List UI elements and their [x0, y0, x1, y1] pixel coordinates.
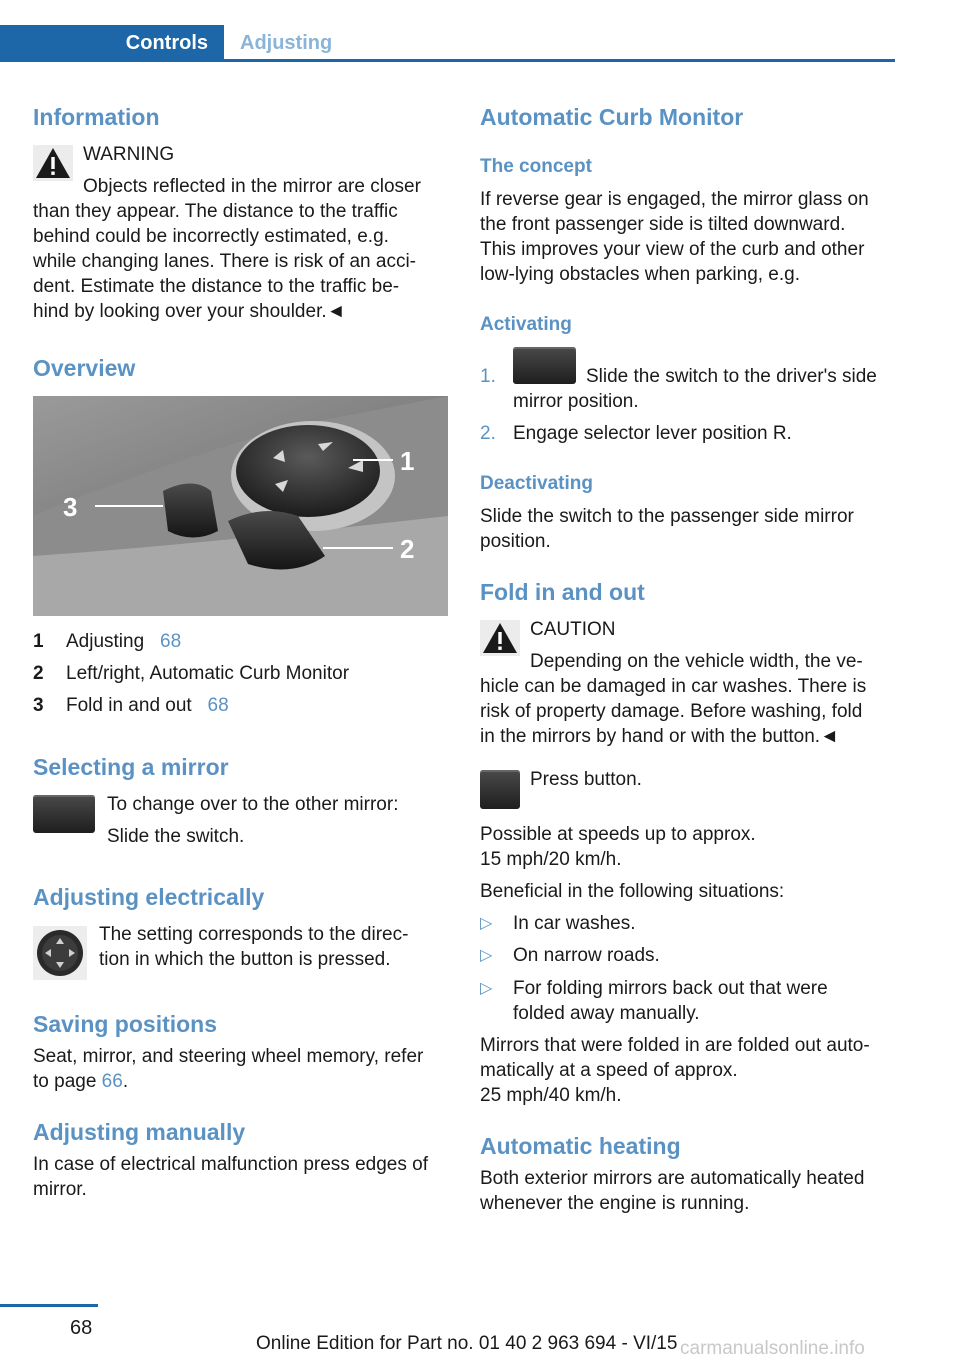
- step-number: 2.: [480, 423, 496, 444]
- adjusting-electrically-heading: Adjusting electrically: [33, 884, 265, 910]
- information-heading: Information: [33, 104, 160, 130]
- deactivating-heading: Deactivating: [480, 473, 593, 494]
- manual-text: In case of electrical malfunction press edges of: [33, 1154, 428, 1175]
- adjusting-text: The setting corresponds to the direc-: [99, 924, 409, 945]
- selecting-text: Slide the switch.: [107, 826, 245, 847]
- legend-number: 2: [33, 663, 44, 684]
- step-text: Engage selector lever position R.: [513, 423, 792, 444]
- heating-text: Both exterior mirrors are automatically heated: [480, 1168, 865, 1189]
- adjusting-text: tion in which the button is pressed.: [99, 949, 391, 970]
- deactivating-text: position.: [480, 531, 551, 552]
- legend-number: 3: [33, 695, 44, 716]
- bullet-text: In car washes.: [513, 913, 636, 934]
- heating-heading: Automatic heating: [480, 1133, 681, 1159]
- bullet-text: For folding mirrors back out that were: [513, 978, 828, 999]
- warning-text-line: hind by looking over your shoulder.◄: [33, 301, 346, 322]
- bullet-text: On narrow roads.: [513, 945, 660, 966]
- saving-text: Seat, mirror, and steering wheel memory, refer: [33, 1046, 424, 1067]
- legend-label: Left/right, Automatic Curb Monitor: [66, 663, 350, 684]
- beneficial-text: Beneficial in the following situations:: [480, 881, 785, 902]
- fold-button-icon: [480, 770, 520, 809]
- fold-heading: Fold in and out: [480, 579, 645, 605]
- legend-number: 1: [33, 631, 44, 652]
- overview-heading: Overview: [33, 355, 136, 381]
- mirror-controls-illustration: [33, 396, 448, 616]
- legend-item: [66, 629, 181, 654]
- legend-label: Adjusting: [66, 631, 145, 652]
- warning-text-line: than they appear. The distance to the traffic: [33, 201, 398, 222]
- fold-out-text: matically at a speed of approx.: [480, 1060, 738, 1081]
- callout-3: 3: [63, 492, 78, 522]
- page-number: 68: [70, 1317, 93, 1339]
- step-text: Slide the switch to the driver's side: [586, 366, 877, 387]
- header-divider: [224, 59, 895, 62]
- header-bar: [0, 25, 895, 62]
- speed-text: 15 mph/20 km/h.: [480, 849, 622, 870]
- warning-triangle-icon: [33, 145, 73, 181]
- heating-text: whenever the engine is running.: [480, 1193, 750, 1214]
- concept-heading: The concept: [480, 156, 592, 177]
- tab-controls[interactable]: Controls: [0, 25, 224, 62]
- page-link-68[interactable]: 68: [207, 695, 229, 716]
- warning-text-line: behind could be incorrectly estimated, e.g.: [33, 226, 389, 247]
- acm-heading: Automatic Curb Monitor: [480, 104, 744, 130]
- footer-divider: [0, 1304, 98, 1307]
- mirror-switch-icon: [513, 347, 576, 384]
- caution-text: hicle can be damaged in car washes. There is: [480, 676, 867, 697]
- step-number: 1.: [480, 366, 496, 387]
- fold-out-text: 25 mph/40 km/h.: [480, 1085, 622, 1106]
- press-button-text: Press button.: [530, 769, 642, 790]
- legend-label: Fold in and out: [66, 695, 192, 716]
- callout-1: 1: [400, 446, 415, 476]
- caution-triangle-icon: [480, 620, 520, 656]
- saving-positions-heading: Saving positions: [33, 1011, 218, 1037]
- bullet-icon: ▷: [480, 980, 493, 997]
- warning-text-line: while changing lanes. There is risk of an acci-: [33, 251, 417, 272]
- caution-label: CAUTION: [530, 619, 616, 640]
- caution-text: risk of property damage. Before washing, fold: [480, 701, 863, 722]
- mirror-switch-icon: [33, 795, 95, 833]
- concept-text: This improves your view of the curb and other: [480, 239, 865, 260]
- page-link-66[interactable]: 66: [101, 1071, 123, 1092]
- watermark: carmanualsonline.info: [680, 1338, 865, 1359]
- page-link-68[interactable]: 68: [160, 631, 182, 652]
- selecting-text: To change over to the other mirror:: [107, 794, 399, 815]
- concept-text: low-lying obstacles when parking, e.g.: [480, 264, 801, 285]
- warning-text-line: Objects reflected in the mirror are closer: [83, 176, 421, 197]
- warning-label: WARNING: [83, 144, 175, 165]
- mirror-adjust-button-icon: [33, 926, 87, 980]
- speed-text: Possible at speeds up to approx.: [480, 824, 756, 845]
- edition-text: Online Edition for Part no. 01 40 2 963 694 - VI/15: [256, 1333, 678, 1354]
- tab-adjusting[interactable]: Adjusting: [240, 32, 333, 54]
- mirror-controls-figure: [33, 396, 448, 616]
- manual-text: mirror.: [33, 1179, 87, 1200]
- bullet-icon: ▷: [480, 947, 493, 964]
- saving-text: [33, 1069, 128, 1094]
- legend-item: [66, 693, 229, 718]
- warning-text-line: dent. Estimate the distance to the traffic be-: [33, 276, 400, 297]
- concept-text: the front passenger side is tilted downward.: [480, 214, 846, 235]
- saving-text-prefix: to page: [33, 1071, 102, 1092]
- caution-text: in the mirrors by hand or with the button.◄: [480, 726, 839, 747]
- saving-text-suffix: .: [122, 1071, 129, 1092]
- bullet-text: folded away manually.: [513, 1003, 700, 1024]
- bullet-icon: ▷: [480, 915, 493, 932]
- adjusting-manually-heading: Adjusting manually: [33, 1119, 246, 1145]
- selecting-mirror-heading: Selecting a mirror: [33, 754, 229, 780]
- deactivating-text: Slide the switch to the passenger side mirror: [480, 506, 854, 527]
- fold-out-text: Mirrors that were folded in are folded out auto-: [480, 1035, 870, 1056]
- callout-2: 2: [400, 534, 415, 564]
- activating-heading: Activating: [480, 314, 572, 335]
- caution-text: Depending on the vehicle width, the ve-: [530, 651, 863, 672]
- concept-text: If reverse gear is engaged, the mirror glass on: [480, 189, 869, 210]
- step-text: mirror position.: [513, 391, 639, 412]
